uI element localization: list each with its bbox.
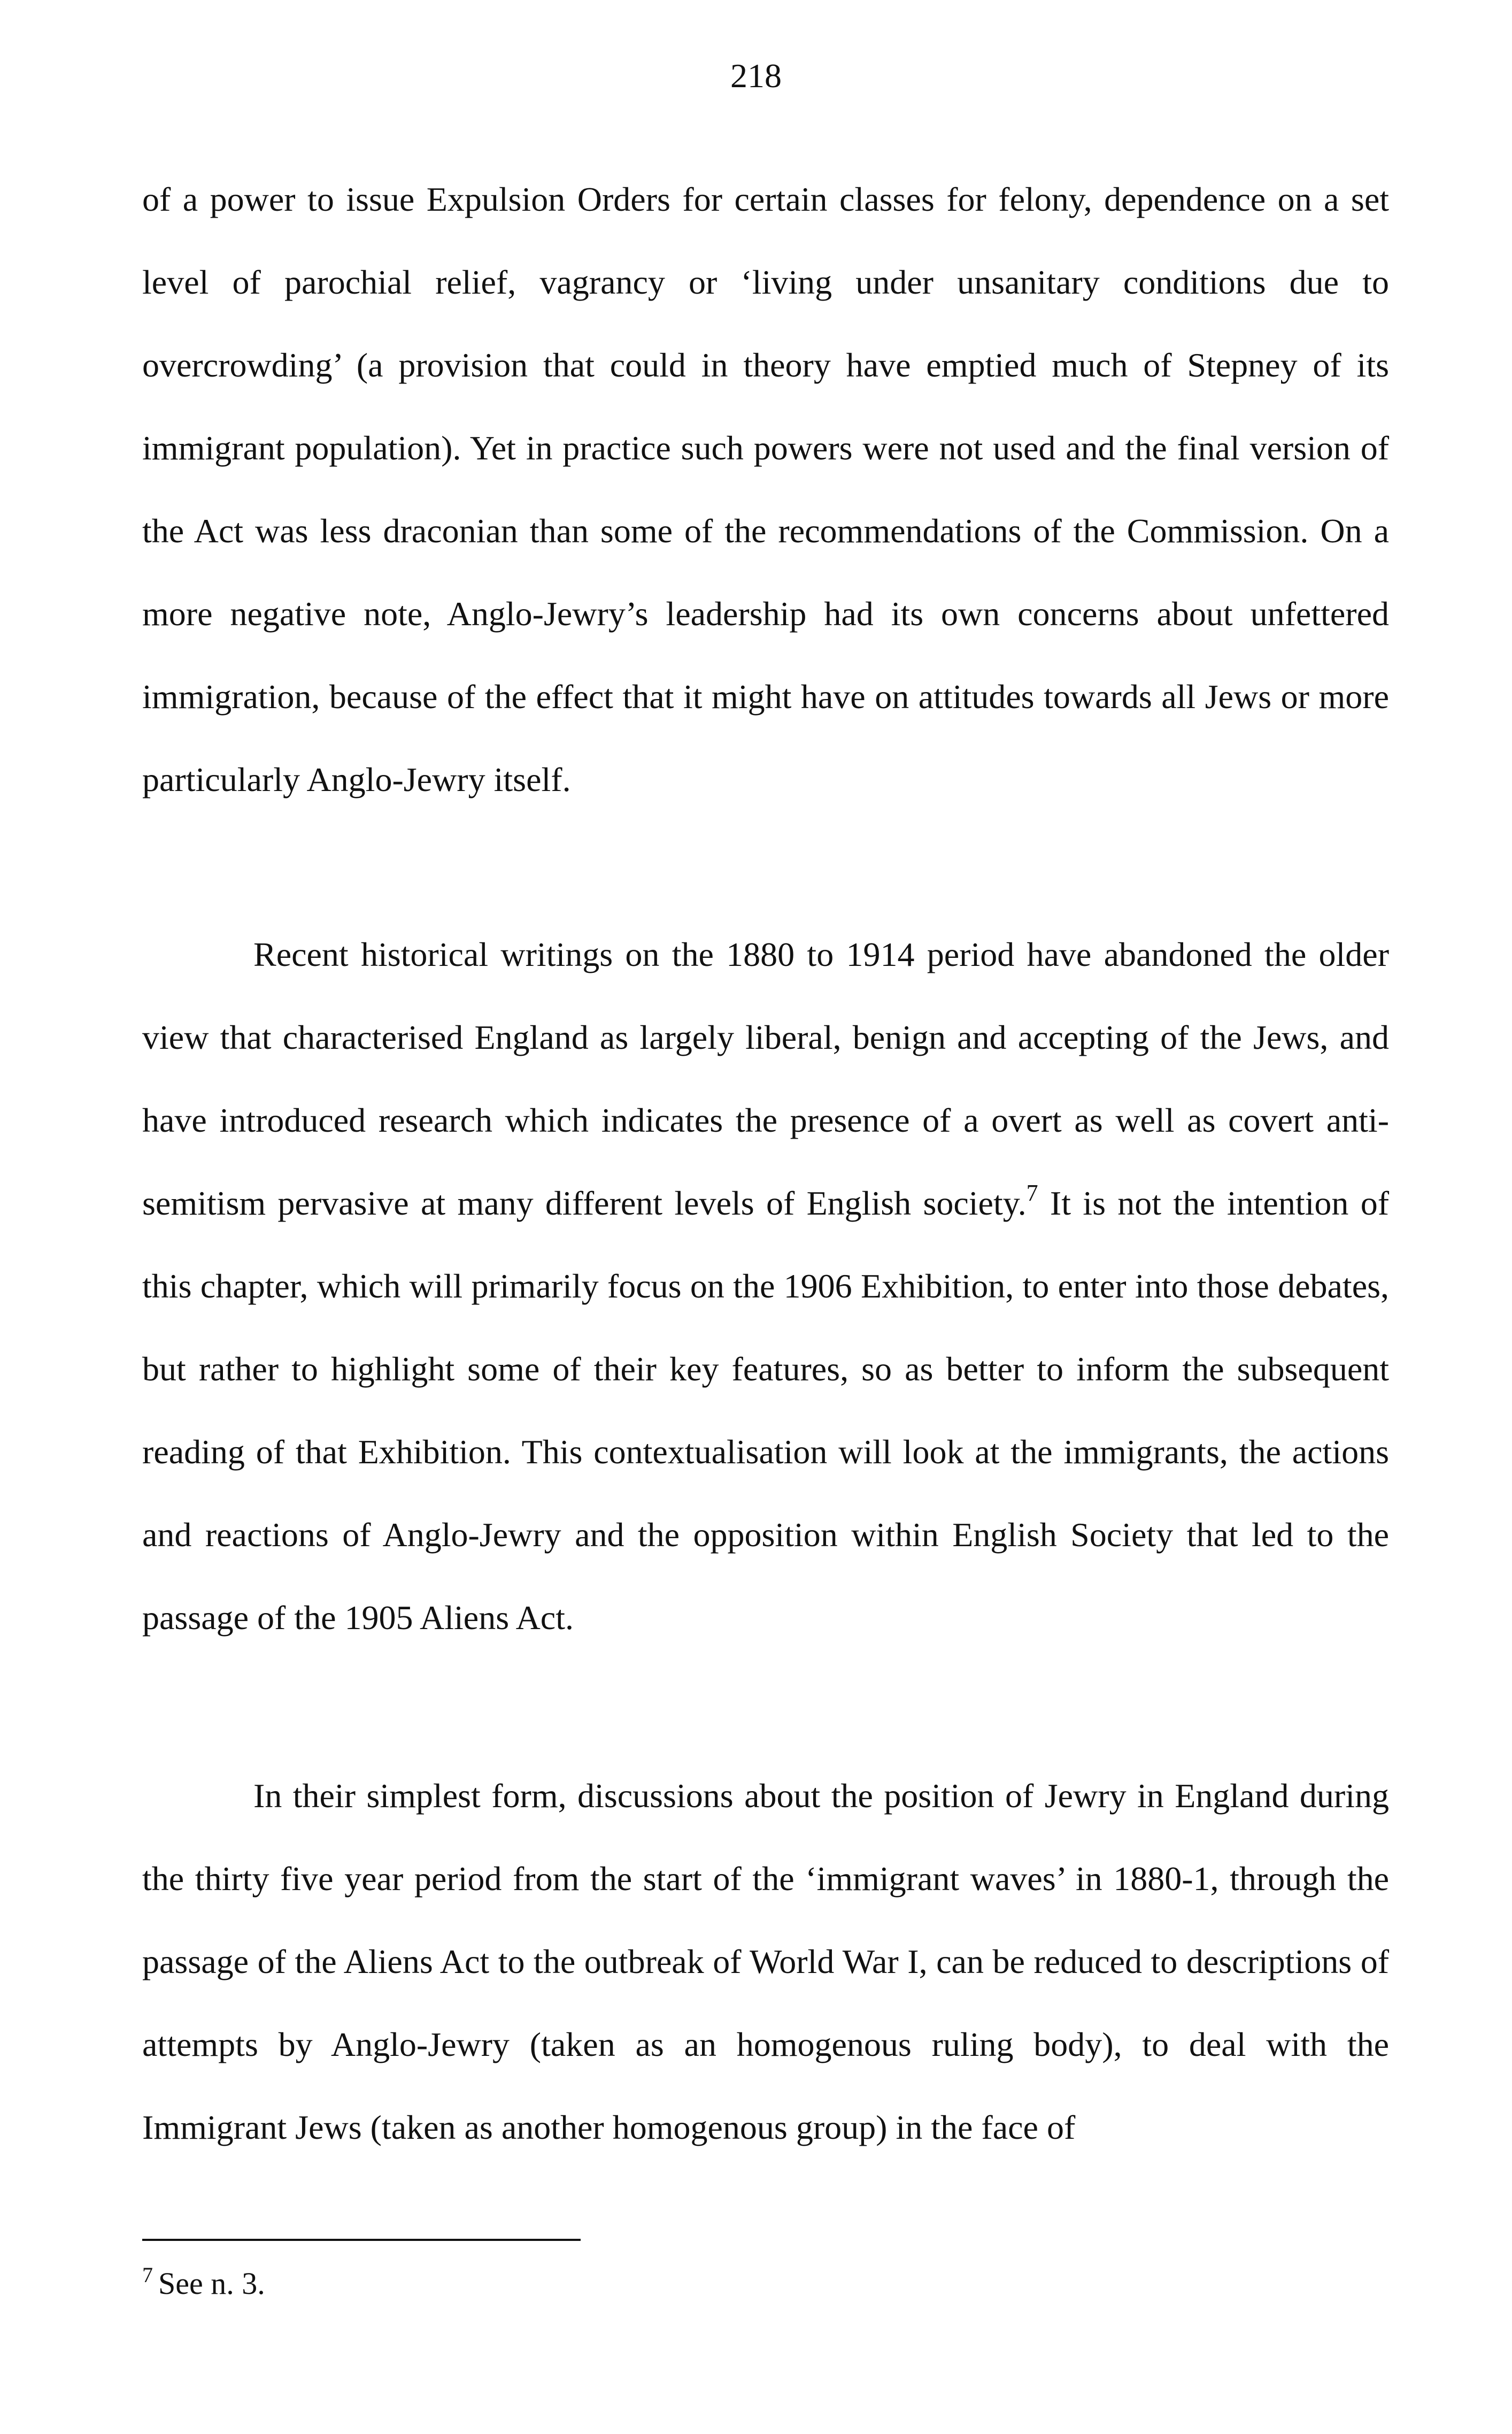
paragraph-2-text-a: Recent historical writings on the 1880 to 1914 period have abandoned the older view that characterised England as largely liberal, benign and accepting of the Jews, and have introduced research which indicates the presence of a overt as well as covert anti-semitism pervasive at many different levels of English society. bbox=[142, 935, 1389, 1222]
footnote-divider bbox=[142, 2239, 581, 2241]
paragraph-3: In their simplest form, discussions about the position of Jewry in England during the thirty five year period from the start of the ‘immigrant waves’ in 1880-1, through the passage of the Aliens Act to the outbreak of World War I, can be reduced to descriptions of attempts by Anglo-Jewry (taken as an homogenous ruling body), to deal with the Immigrant Jews (taken as another homogenous group) in the face of bbox=[142, 1777, 1389, 2146]
footnote-reference-7: 7 bbox=[1026, 1180, 1038, 1206]
paragraph-2 bbox=[142, 913, 1389, 1659]
page-number: 218 bbox=[730, 57, 782, 95]
footnote-text: See n. 3. bbox=[158, 2266, 265, 2301]
footnote-7 bbox=[142, 2262, 265, 2305]
paragraph-1: of a power to issue Expulsion Orders for certain classes for felony, dependence on a set level of parochial relief, vagrancy or ‘living under unsanitary conditions due to overcrowding’ (a provision that could in theory have emptied much of Stepney of its immigrant population). Yet in practice such powers were not used and the final version of the Act was less draconian than some of the recommendations of the Commission. On a more negative note, Anglo-Jewry’s leadership had its own concerns about unfettered immigration, because of the effect that it might have on attitudes towards all Jews or more particularly Anglo-Jewry itself. bbox=[142, 180, 1389, 798]
footnote-number: 7 bbox=[142, 2263, 153, 2287]
paragraph-2-text-b: It is not the intention of this chapter, which will primarily focus on the 1906 Exhibition, to enter into those debates, but rather to highlight some of their key features, so as better to inform the subsequent reading of that Exhibition. This contextualisation will look at the immigrants, the actions and reactions of Anglo-Jewry and the opposition within English Society that led to the passage of the 1905 Aliens Act. bbox=[142, 1184, 1390, 1637]
